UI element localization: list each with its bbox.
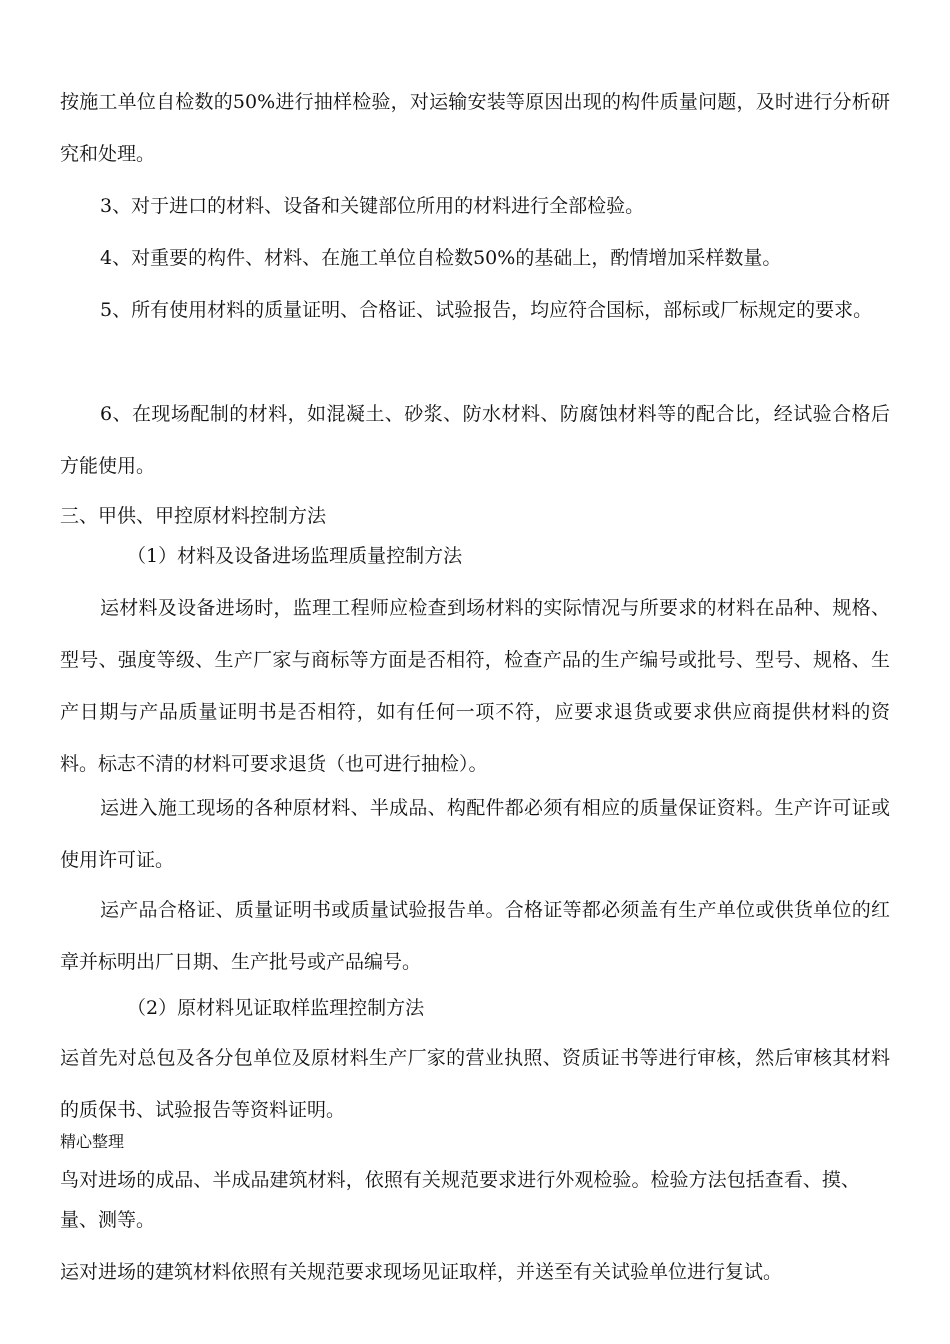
paragraph-license-review bbox=[60, 1032, 890, 1136]
bullet-mark: 鸟 bbox=[60, 1169, 80, 1191]
bullet-mark: 运 bbox=[100, 797, 120, 819]
paragraph-sampling: 按施工单位自检数的50%进行抽样检验，对运输安装等原因出现的构件质量问题，及时进行分析研究和处理。 bbox=[60, 91, 890, 165]
bullet-mark: 运 bbox=[60, 1047, 80, 1069]
bullet-mark: 运 bbox=[100, 899, 120, 921]
paragraph-item-6: 6、在现场配制的材料，如混凝土、砂浆、防水材料、防腐蚀材料等的配合比，经试验合格后方能使用。 bbox=[60, 403, 890, 477]
paragraph-item-5: 5、所有使用材料的质量证明、合格证、试验报告，均应符合国标，部标或厂标规定的要求。 bbox=[100, 299, 873, 321]
watermark-label: 精心整理 bbox=[60, 1132, 125, 1151]
paragraph-text: 对进场的建筑材料依照有关规范要求现场见证取样，并送至有关试验单位进行复试。 bbox=[79, 1261, 783, 1283]
paragraph-witness-sampling bbox=[60, 1246, 890, 1298]
paragraph-certificates bbox=[60, 884, 890, 988]
paragraph-text: 材料及设备进场时，监理工程师应检查到场材料的实际情况与所要求的材料在品种、规格、型号、强度等级、生产厂家与商标等方面是否相符，检查产品的生产编号或批号、型号、规格、生产日期与产品质量证明书是否相符，如有任何一项不符，应要求退货或要求供应商提供材料的资料。标志不清的材料可要求退货（也可进行抽检）。 bbox=[60, 597, 890, 775]
subsection-heading-2: （2）原材料见证取样监理控制方法 bbox=[127, 997, 425, 1019]
paragraph-text: 产品合格证、质量证明书或质量试验报告单。合格证等都必须盖有生产单位或供货单位的红章并标明出厂日期、生产批号或产品编号。 bbox=[60, 899, 890, 973]
paragraph-entry-inspection bbox=[60, 582, 890, 790]
section-heading-3: 三、甲供、甲控原材料控制方法 bbox=[60, 505, 327, 527]
paragraph-item-3: 3、对于进口的材料、设备和关键部位所用的材料进行全部检验。 bbox=[100, 195, 645, 217]
paragraph-item-4: 4、对重要的构件、材料、在施工单位自检数50%的基础上，酌情增加采样数量。 bbox=[100, 247, 782, 269]
subsection-heading-1: （1）材料及设备进场监理质量控制方法 bbox=[127, 545, 463, 567]
paragraph-text: 进入施工现场的各种原材料、半成品、构配件都必须有相应的质量保证资料。生产许可证或使用许可证。 bbox=[60, 797, 890, 871]
paragraph-visual-check bbox=[60, 1160, 860, 1240]
paragraph-text: 对进场的成品、半成品建筑材料，依照有关规范要求进行外观检验。检验方法包括查看、摸、量、测等。 bbox=[60, 1169, 860, 1231]
bullet-mark: 运 bbox=[100, 597, 120, 619]
bullet-mark: 运 bbox=[60, 1261, 80, 1283]
paragraph-quality-docs bbox=[60, 782, 890, 886]
paragraph-text: 首先对总包及各分包单位及原材料生产厂家的营业执照、资质证书等进行审核，然后审核其材料的质保书、试验报告等资料证明。 bbox=[60, 1047, 890, 1121]
